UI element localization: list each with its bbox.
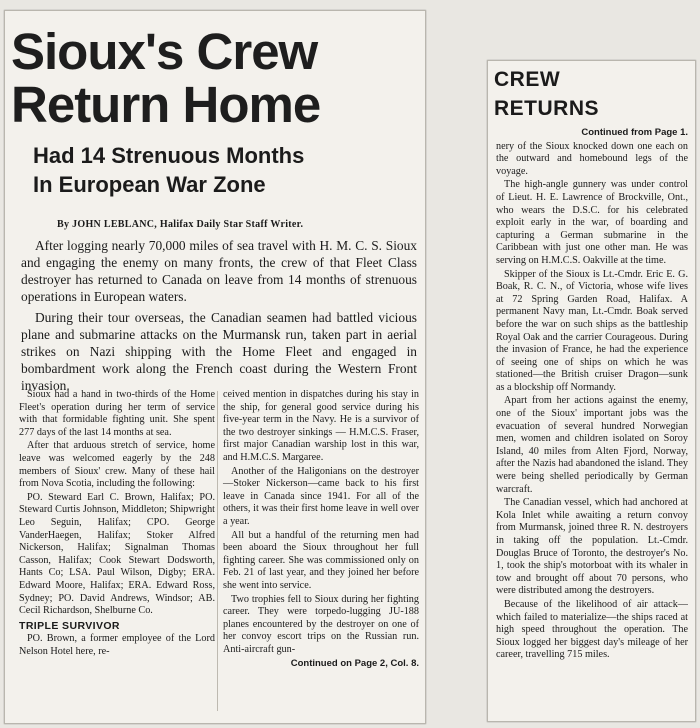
headline-line-1: Sioux's Crew xyxy=(11,23,318,80)
column-a-paragraph: After that arduous stretch of service, home leave was welcomed eagerly by the 248 members of Sioux' crew. Many of these hail from Nova Scotia, including the following: xyxy=(19,440,215,490)
right-headline xyxy=(494,65,684,123)
right-paragraph: Because of the likelihood of air attack—which failed to materialize—the ships raced at high speed throughout the operation. The Sioux logged her biggest day's mileage of her career, travelling 715 miles. xyxy=(496,598,688,661)
lead-paragraph-1: After logging nearly 70,000 miles of sea travel with H. M. C. S. Sioux and engaging the enemy on many fronts, the crew of that Fleet Class destroyer has returned to Canada on leave from 14 months of strenuous operations in European waters. xyxy=(21,238,417,304)
lead-paragraph-2: During their tour overseas, the Canadian seamen had battled vicious plane and submarine attacks on the Murmansk run, taken part in aerial strikes on Nazi shipping with the Home Fleet and engaged in bombardment work along the French coast during the Western Front invasion. xyxy=(21,310,417,393)
column-b-paragraph: All but a handful of the returning men had been aboard the Sioux throughout her full fighting career. She was commissioned only on Feb. 21 of last year, and they joined her before she went into service. xyxy=(223,529,419,591)
right-clipping xyxy=(487,60,696,722)
headline-line-2: Return Home xyxy=(11,76,321,133)
column-b xyxy=(223,389,419,671)
column-a-paragraph: PO. Brown, a former employee of the Lord Nelson Hotel here, re- xyxy=(19,633,215,657)
right-paragraph: The Canadian vessel, which had anchored at Kola Inlet while awaiting a return convoy from Murmansk, joined three R. N. destroyers in taking off the population. Lt.-Cmdr. Douglas Bruce of Toronto, the destroyer's No. 1, took the ship's motorboat with its whaler in tow and brought off about 70 persons, who were distributed among the destroyers. xyxy=(496,497,688,597)
byline: By JOHN LEBLANC, Halifax Daily Star Staff Writer. xyxy=(57,219,304,230)
triple-survivor-subhead: TRIPLE SURVIVOR xyxy=(19,619,120,632)
column-a-paragraph: Sioux had a hand in two-thirds of the Home Fleet's operation during her term of service with that formidable fighting unit. She spent 277 days of the last 14 months at sea. xyxy=(19,389,215,438)
column-a-paragraph: PO. Steward Earl C. Brown, Halifax; PO. Steward Curtis Johnson, Middleton; Shipwright Leo Seguin, Halifax; CPO. George VanderHaegen, Halifax; Stoker Alfred Nickerson, Halifax; Signalman Thomas Casson, Halifax; Cook Stewart Dodsworth, Hants Co; LSA. Paul Wilson, Digby; ERA. Edward Moore, Halifax; ERA. Edward Ross, Sydney; PO. David Andrews, Windsor; AB. Cecil Richardson, Shelburne Co. xyxy=(19,491,215,617)
column-a xyxy=(19,389,215,659)
right-headline-line-2: RETURNS xyxy=(494,97,600,120)
right-paragraph: The high-angle gunnery was under control of Lieut. H. E. Lawrence of Brockville, Ont., who wears the D.S.C. for his celebrated exploit early in the war, of boarding and capturing a German submarine in the Caribbean with just one other man. He was serving on H.M.C.S. Oakville at the time. xyxy=(496,179,688,266)
right-headline-line-1: CREW xyxy=(494,68,561,91)
right-paragraph: Apart from her actions against the enemy, one of the Sioux' important jobs was the evacuation of several hundred Norwegian men, women and children isolated on Soroy Island, 40 miles from Alten Fjord, Norway, after the Nazis had abandoned the island. They were being shelled periodically by German warcraft. xyxy=(496,395,688,495)
subhead-line-1: Had 14 Strenuous Months xyxy=(33,143,305,168)
right-column xyxy=(496,127,688,663)
column-b-paragraph: Two trophies fell to Sioux during her fighting career. They were torpedo-lugging JU-188 planes encountered by the destroyer on one of her convoy escort trips on the Russian run. Anti-aircraft gun- xyxy=(223,593,419,655)
subhead-line-2: In European War Zone xyxy=(33,172,266,197)
column-divider xyxy=(217,391,218,711)
column-b-paragraph: ceived mention in dispatches during his stay in the ship, for general good service during his five-year term in the Navy. He is a survivor of the two destroyer sinkings — H.M.C.S. Fraser, first major Canadian warship lost in this war, and H.M.C.S. Margaree. xyxy=(223,389,419,463)
continued-note: Continued on Page 2, Col. 8. xyxy=(290,658,419,670)
subheadline xyxy=(33,141,413,199)
continued-from-note: Continued from Page 1. xyxy=(581,127,688,138)
left-clipping xyxy=(4,10,426,724)
right-paragraph: Skipper of the Sioux is Lt.-Cmdr. Eric E. G. Boak, R. C. N., of Victoria, whose wife lives at 72 Spring Garden Road, Halifax. A permanent Navy man, Lt.-Cmdr. Boak served before the war on such ships as the battleship Royal Oak and the carrier Courageous. During the invasion of France, he had the experience of seeing one of ships on which he was stationed—the British cruiser Dragon—sunk as a blockship off Normandy. xyxy=(496,268,688,393)
main-headline xyxy=(11,25,421,131)
right-paragraph: nery of the Sioux knocked down one each on the outward and homebound legs of the voyage. xyxy=(496,140,688,177)
column-b-paragraph: Another of the Haligonians on the destroyer—Stoker Nickerson—came back to his first leave in Canada since 1941. For all of the others, it was their first home leave in well over a year. xyxy=(223,465,419,527)
